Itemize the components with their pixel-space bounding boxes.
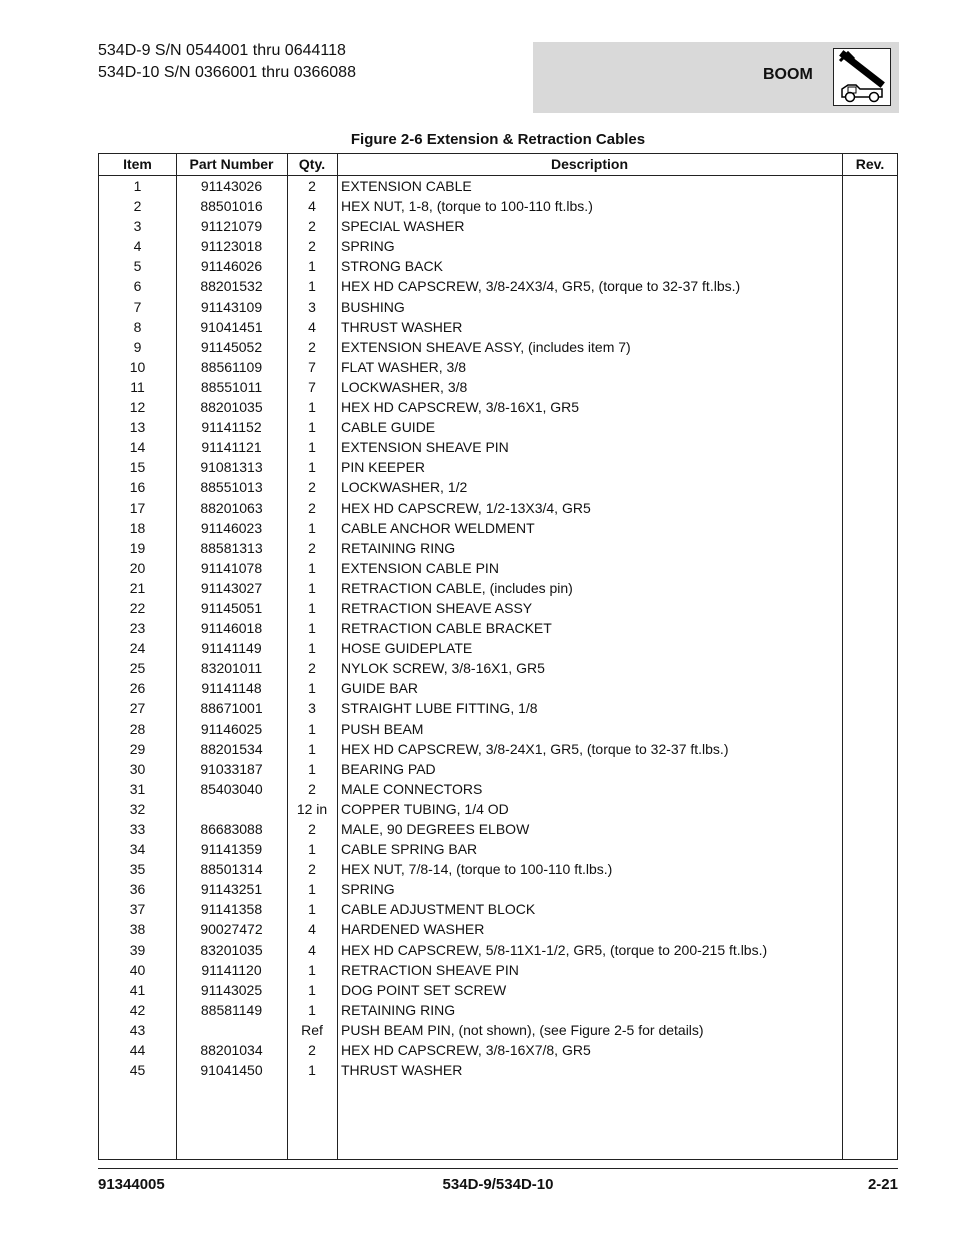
row-description: COPPER TUBING, 1/4 OD [341, 800, 509, 817]
row-item: 26 [129, 680, 146, 697]
row-item: 14 [129, 439, 146, 456]
row-description: EXTENSION SHEAVE PIN [341, 439, 509, 456]
table-row [99, 759, 897, 779]
footer-divider [98, 1168, 898, 1169]
table-row [99, 477, 897, 497]
row-qty: 1 [308, 419, 316, 436]
table-row [99, 357, 897, 377]
row-item: 23 [129, 620, 146, 637]
row-item: 3 [133, 218, 142, 235]
row-qty: 1 [308, 278, 316, 295]
row-part-number: 91143026 [200, 178, 263, 194]
row-description: RETRACTION CABLE BRACKET [341, 620, 552, 637]
column-header-item: Item [123, 156, 152, 172]
row-qty: 2 [308, 821, 316, 837]
table-row [99, 859, 897, 879]
row-item: 21 [129, 579, 146, 596]
row-description: THRUST WASHER [341, 1062, 463, 1079]
row-part-number: 83201035 [200, 941, 263, 958]
table-row [99, 457, 897, 477]
row-description: GUIDE BAR [341, 680, 419, 697]
row-item: 40 [129, 961, 146, 978]
table-row [99, 397, 897, 417]
row-part-number: 91143109 [200, 298, 263, 315]
row-description: SPRING [341, 881, 395, 898]
serial-line-1: 534D-9 S/N 0544001 thru 0644118 [98, 42, 346, 59]
table-row [99, 739, 897, 759]
section-banner [533, 42, 899, 113]
column-header-rev: Rev. [855, 156, 885, 172]
table-row [99, 176, 897, 196]
row-part-number: 90027472 [200, 921, 263, 938]
row-description: BUSHING [341, 298, 405, 315]
row-part-number: 91141149 [201, 640, 262, 657]
telehandler-boom-icon [833, 48, 891, 106]
row-part-number: 88201035 [200, 399, 263, 416]
row-description: HEX HD CAPSCREW, 3/8-16X7/8, GR5 [341, 1042, 591, 1059]
row-part-number: 88201534 [200, 740, 263, 757]
row-description: PUSH BEAM [341, 720, 424, 737]
row-part-number: 88551011 [200, 378, 263, 395]
row-qty: 4 [308, 941, 316, 958]
row-item: 10 [129, 358, 146, 375]
table-row [99, 960, 897, 980]
row-item: 4 [133, 238, 142, 255]
row-item: 20 [129, 559, 146, 576]
row-item: 11 [130, 378, 145, 395]
row-description: HOSE GUIDEPLATE [341, 640, 473, 657]
table-row [99, 256, 897, 276]
row-item: 43 [129, 1021, 146, 1038]
table-row [99, 417, 897, 437]
row-part-number: 91143025 [200, 981, 263, 998]
row-description: MALE, 90 DEGREES ELBOW [341, 821, 530, 837]
table-row [99, 1040, 897, 1060]
table-body [99, 176, 897, 1080]
row-qty: 1 [308, 720, 316, 737]
row-part-number: 91141358 [200, 901, 263, 918]
row-item: 34 [129, 841, 146, 858]
table-row [99, 779, 897, 799]
row-description: STRAIGHT LUBE FITTING, 1/8 [341, 700, 538, 717]
table-row [99, 719, 897, 739]
row-qty: 1 [308, 620, 316, 637]
row-part-number: 91081313 [200, 459, 263, 476]
row-item: 29 [129, 740, 146, 757]
row-qty: 1 [308, 740, 316, 757]
row-qty: 4 [308, 318, 316, 335]
row-qty: 1 [308, 439, 316, 456]
row-item: 2 [133, 198, 142, 215]
row-description: EXTENSION CABLE PIN [341, 559, 499, 576]
row-part-number: 91145051 [200, 599, 263, 616]
row-description: NYLOK SCREW, 3/8-16X1, GR5 [341, 660, 545, 677]
figure-title: Figure 2-6 Extension & Retraction Cables [350, 131, 646, 148]
row-description: RETAINING RING [341, 1001, 456, 1018]
table-row [99, 236, 897, 256]
row-item: 17 [129, 499, 146, 516]
parts-table [98, 153, 898, 1160]
row-item: 12 [129, 399, 146, 416]
row-part-number: 88551013 [200, 479, 263, 496]
row-qty: 4 [308, 921, 316, 938]
row-part-number: 85403040 [200, 780, 263, 797]
row-part-number: 88671001 [200, 700, 263, 717]
row-qty: 2 [308, 178, 316, 194]
row-item: 15 [129, 459, 146, 476]
row-part-number: 91141078 [200, 559, 263, 576]
row-item: 36 [129, 881, 146, 898]
row-item: 32 [129, 800, 146, 817]
row-description: RETRACTION SHEAVE PIN [341, 961, 519, 978]
table-row [99, 839, 897, 859]
table-row [99, 980, 897, 1000]
row-item: 25 [129, 660, 146, 677]
row-qty: 2 [308, 499, 316, 516]
row-qty: 1 [308, 981, 316, 998]
row-qty: 3 [308, 298, 316, 315]
row-part-number: 91146023 [200, 519, 263, 536]
row-qty: 1 [308, 599, 316, 616]
row-qty: 1 [308, 258, 316, 275]
row-description: HEX HD CAPSCREW, 3/8-24X3/4, GR5, (torque to 32-37 ft.lbs.) [341, 278, 741, 295]
row-description: EXTENSION SHEAVE ASSY, (includes item 7) [341, 338, 631, 355]
table-row [99, 377, 897, 397]
row-description: RETAINING RING [341, 539, 456, 556]
table-row [99, 518, 897, 538]
row-part-number: 91141359 [200, 841, 263, 858]
row-description: HEX HD CAPSCREW, 1/2-13X3/4, GR5 [341, 499, 591, 516]
table-row [99, 196, 897, 216]
row-part-number: 91146026 [200, 258, 263, 275]
row-part-number: 91146025 [200, 720, 263, 737]
table-row [99, 1020, 897, 1040]
row-description: EXTENSION CABLE [341, 178, 472, 194]
table-row [99, 578, 897, 598]
row-qty: 1 [308, 579, 316, 596]
table-row [99, 940, 897, 960]
row-item: 31 [129, 780, 146, 797]
row-qty: 2 [308, 660, 316, 677]
row-part-number: 91141120 [201, 961, 262, 978]
row-part-number: 91145052 [200, 338, 263, 355]
row-item: 24 [129, 640, 146, 657]
row-qty: 2 [308, 861, 316, 878]
row-qty: 1 [308, 881, 316, 898]
row-part-number: 91141152 [201, 419, 262, 436]
row-part-number: 88501016 [200, 198, 263, 215]
row-description: LOCKWASHER, 3/8 [341, 378, 468, 395]
row-item: 37 [129, 901, 146, 918]
row-qty: 7 [308, 358, 316, 375]
row-part-number: 91033187 [200, 760, 263, 777]
table-row [99, 698, 897, 718]
model-label: 534D-9/534D-10 [442, 1176, 554, 1193]
row-item: 45 [129, 1062, 146, 1079]
column-header-description: Description [550, 156, 628, 172]
row-item: 33 [129, 821, 146, 837]
table-row [99, 598, 897, 618]
table-row [99, 1000, 897, 1020]
section-title: BOOM [763, 66, 813, 83]
row-part-number: 91141148 [201, 680, 262, 697]
table-row [99, 618, 897, 638]
row-part-number: 91146018 [200, 620, 263, 637]
row-qty: 1 [308, 961, 316, 978]
row-item: 39 [129, 941, 146, 958]
row-part-number: 91041451 [200, 318, 263, 335]
row-item: 30 [129, 760, 146, 777]
row-description: MALE CONNECTORS [341, 780, 483, 797]
table-row [99, 919, 897, 939]
row-qty: 2 [308, 1042, 316, 1059]
row-qty: 1 [308, 1001, 316, 1018]
row-part-number: 88201532 [200, 278, 263, 295]
row-qty: 1 [308, 640, 316, 657]
table-row [99, 799, 897, 819]
row-item: 6 [133, 278, 142, 295]
row-description: HEX NUT, 7/8-14, (torque to 100-110 ft.lbs.) [341, 861, 613, 878]
row-qty: 2 [308, 780, 316, 797]
row-qty: 12 in [296, 800, 328, 817]
row-item: 19 [129, 539, 146, 556]
row-qty: 7 [308, 378, 316, 395]
row-description: HEX HD CAPSCREW, 3/8-16X1, GR5 [341, 399, 580, 416]
row-item: 42 [129, 1001, 146, 1018]
row-part-number: 91141121 [201, 439, 262, 456]
row-description: SPECIAL WASHER [341, 218, 465, 235]
row-item: 27 [129, 700, 146, 717]
page-number: 2-21 [867, 1176, 898, 1193]
column-header-part-number: Part Number [189, 156, 274, 172]
row-qty: 1 [308, 399, 316, 416]
row-item: 41 [129, 981, 146, 998]
row-item: 22 [129, 599, 146, 616]
row-part-number: 88201063 [200, 499, 263, 516]
row-part-number: 88201034 [200, 1042, 263, 1059]
row-description: HEX NUT, 1-8, (torque to 100-110 ft.lbs.) [341, 198, 593, 215]
table-row [99, 899, 897, 919]
row-description: RETRACTION SHEAVE ASSY [341, 599, 533, 616]
table-row [99, 216, 897, 236]
row-qty: 2 [308, 479, 316, 496]
row-qty: 2 [308, 539, 316, 556]
row-description: BEARING PAD [341, 760, 436, 777]
row-description: CABLE SPRING BAR [341, 841, 478, 858]
row-item: 1 [133, 178, 142, 194]
table-row [99, 538, 897, 558]
row-description: HARDENED WASHER [341, 921, 485, 938]
table-row [99, 437, 897, 457]
row-description: HEX HD CAPSCREW, 3/8-24X1, GR5, (torque to 32-37 ft.lbs.) [341, 740, 729, 757]
row-qty: 2 [308, 238, 316, 255]
table-row [99, 1060, 897, 1080]
row-item: 9 [133, 338, 142, 355]
serial-range [98, 40, 356, 84]
row-description: RETRACTION CABLE, (includes pin) [341, 579, 573, 596]
row-qty: 1 [308, 680, 316, 697]
row-item: 28 [129, 720, 146, 737]
row-item: 13 [129, 419, 146, 436]
table-row [99, 678, 897, 698]
row-part-number: 91123018 [200, 238, 263, 255]
row-description: LOCKWASHER, 1/2 [341, 479, 468, 496]
row-part-number: 88581313 [200, 539, 263, 556]
row-item: 44 [129, 1042, 146, 1059]
row-qty: 3 [308, 700, 316, 717]
row-part-number: 88561109 [200, 358, 263, 375]
table-row [99, 498, 897, 518]
table-row [99, 297, 897, 317]
row-part-number: 88581149 [200, 1001, 263, 1018]
table-row [99, 317, 897, 337]
table-row [99, 638, 897, 658]
row-qty: 1 [308, 760, 316, 777]
row-qty: Ref [301, 1021, 323, 1038]
row-description: DOG POINT SET SCREW [341, 981, 507, 998]
row-description: PUSH BEAM PIN, (not shown), (see Figure 2-5 for details) [341, 1021, 704, 1038]
table-row [99, 819, 897, 839]
row-qty: 1 [308, 1062, 316, 1079]
row-part-number: 91143251 [200, 881, 263, 898]
row-part-number: 83201011 [200, 660, 263, 677]
row-item: 35 [129, 861, 146, 878]
table-row [99, 337, 897, 357]
row-item: 7 [133, 298, 142, 315]
row-part-number: 91143027 [200, 579, 263, 596]
row-description: HEX HD CAPSCREW, 5/8-11X1-1/2, GR5, (torque to 200-215 ft.lbs.) [341, 941, 768, 958]
row-part-number: 86683088 [200, 821, 263, 837]
row-qty: 4 [308, 198, 316, 215]
table-row [99, 658, 897, 678]
row-description: CABLE ANCHOR WELDMENT [341, 519, 535, 536]
table-row [99, 276, 897, 296]
row-qty: 1 [308, 841, 316, 858]
row-item: 5 [133, 258, 142, 275]
row-part-number: 88501314 [200, 861, 263, 878]
row-item: 18 [129, 519, 146, 536]
row-qty: 1 [308, 459, 316, 476]
row-qty: 1 [308, 519, 316, 536]
row-description: STRONG BACK [341, 258, 443, 275]
row-description: FLAT WASHER, 3/8 [341, 358, 466, 375]
row-item: 8 [133, 318, 142, 335]
document-number: 91344005 [98, 1176, 165, 1193]
row-description: CABLE GUIDE [341, 419, 436, 436]
row-part-number: 91121079 [200, 218, 263, 235]
row-description: SPRING [341, 238, 395, 255]
table-row [99, 879, 897, 899]
row-qty: 2 [308, 218, 316, 235]
table-row [99, 558, 897, 578]
row-qty: 1 [308, 559, 316, 576]
row-qty: 1 [308, 901, 316, 918]
row-description: PIN KEEPER [341, 459, 426, 476]
row-item: 16 [129, 479, 146, 496]
row-qty: 2 [308, 338, 316, 355]
row-part-number: 91041450 [200, 1062, 263, 1079]
column-header-qty: Qty. [298, 156, 326, 172]
serial-line-2: 534D-10 S/N 0366001 thru 0366088 [98, 64, 356, 81]
row-item: 38 [129, 921, 146, 938]
row-description: CABLE ADJUSTMENT BLOCK [341, 901, 536, 918]
row-description: THRUST WASHER [341, 318, 463, 335]
